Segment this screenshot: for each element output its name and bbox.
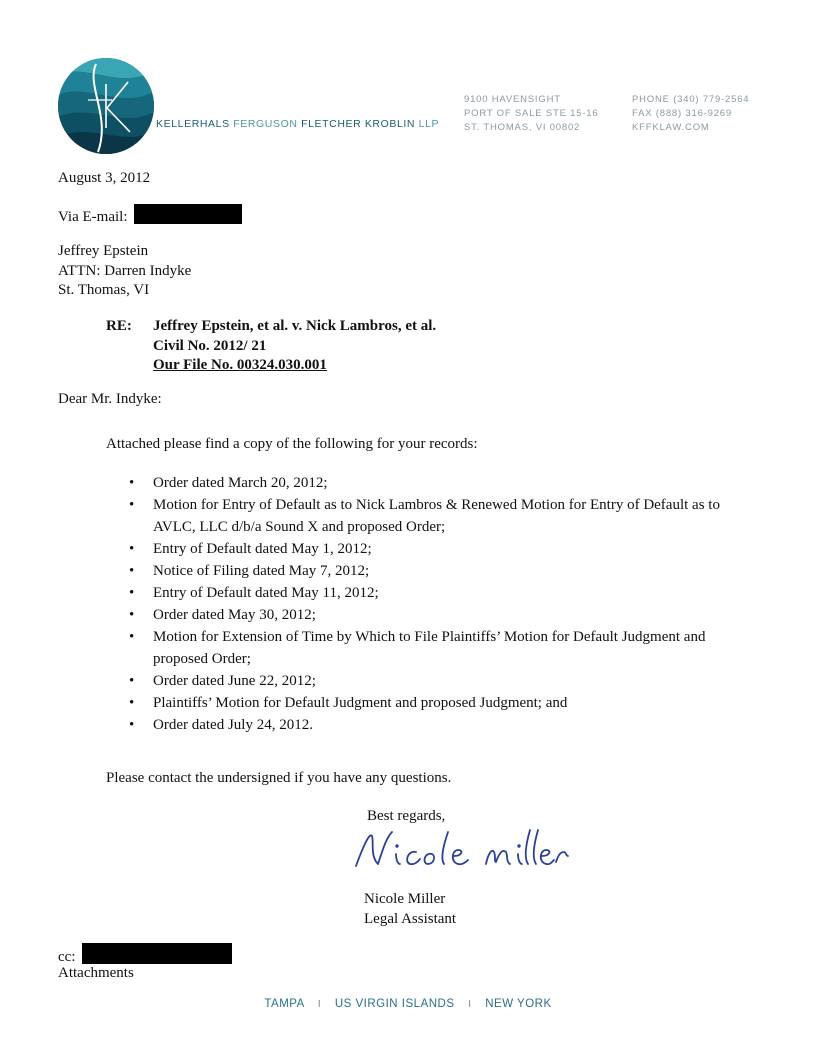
firm-name-part3: FLETCHER KROBLIN [301, 118, 416, 130]
via-email-label: Via E-mail: [58, 209, 128, 225]
firm-address [464, 93, 598, 135]
attachments-label: Attachments [58, 965, 134, 981]
intro-paragraph: Attached please find a copy of the following for your records: [106, 436, 478, 452]
closing-paragraph: Please contact the undersigned if you have any questions. [106, 770, 452, 786]
case-caption: Jeffrey Epstein, et al. v. Nick Lambros, et al. [153, 318, 437, 334]
signer-name: Nicole Miller [364, 891, 446, 907]
recipient-location: St. Thomas, VI [58, 282, 150, 298]
firm-name-part1: KELLERHALS [156, 118, 230, 130]
footer-city-tampa: TAMPA [264, 998, 305, 1010]
list-item-continuation-text: proposed Order; [153, 651, 251, 667]
firm-phone: PHONE (340) 779-2564 [632, 94, 750, 105]
civil-number: Civil No. 2012/ 21 [153, 337, 267, 354]
firm-name-part4: LLP [418, 118, 440, 130]
list-item: • Plaintiffs’ Motion for Default Judgment and proposed Judgment; and [153, 692, 773, 714]
firm-contact [632, 93, 749, 135]
recipient-name: Jeffrey Epstein [58, 243, 149, 259]
cc-label: cc: [58, 949, 76, 965]
firm-logo-icon [56, 56, 156, 156]
via-email-line [58, 204, 242, 228]
address-line-3: ST. THOMAS, VI 00802 [464, 122, 581, 133]
list-item: • Entry of Default dated May 1, 2012; [153, 538, 773, 560]
list-item: • Notice of Filing dated May 7, 2012; [153, 560, 773, 582]
address-line-1: 9100 HAVENSIGHT [464, 94, 561, 105]
best-regards: Best regards, [367, 808, 446, 824]
list-item-continuation [153, 648, 773, 670]
list-item: • Order dated July 24, 2012. [153, 714, 773, 736]
list-item-continuation [153, 516, 773, 538]
salutation: Dear Mr. Indyke: [58, 391, 162, 407]
firm-fax: FAX (888) 316-9269 [632, 108, 732, 119]
letter-date: August 3, 2012 [58, 170, 151, 186]
list-item: • Motion for Entry of Default as to Nick Lambros & Renewed Motion for Entry of Default as to [153, 494, 773, 516]
recipient-block [58, 242, 191, 301]
footer-separator: I [468, 999, 472, 1010]
list-item: • Order dated May 30, 2012; [153, 604, 773, 626]
address-line-2: PORT OF SALE STE 15-16 [464, 108, 599, 119]
redacted-cc [82, 943, 232, 964]
list-item: • Order dated June 22, 2012; [153, 670, 773, 692]
recipient-attn: ATTN: Darren Indyke [58, 262, 192, 279]
list-item-continuation-text: AVLC, LLC d/b/a Sound X and proposed Order; [153, 519, 446, 535]
firm-name [156, 118, 439, 132]
signer-block [364, 890, 456, 929]
firm-website: KFFKLAW.COM [632, 122, 710, 133]
re-block [153, 317, 436, 376]
list-item: • Entry of Default dated May 11, 2012; [153, 582, 773, 604]
signer-title: Legal Assistant [364, 910, 457, 927]
list-item: • Order dated March 20, 2012; [153, 472, 773, 494]
footer-city-new-york: NEW YORK [485, 998, 552, 1010]
firm-name-part2: FERGUSON [233, 118, 298, 130]
list-item: • Motion for Extension of Time by Which to File Plaintiffs’ Motion for Default Judgment and [153, 626, 773, 648]
footer-locations [0, 997, 816, 1012]
file-number: Our File No. 00324.030.001 [153, 357, 327, 373]
footer-separator: I [317, 999, 322, 1010]
attachment-list [153, 472, 773, 736]
re-label: RE: [106, 318, 132, 334]
footer-city-usvi: US VIRGIN ISLANDS [334, 998, 455, 1010]
redacted-email [134, 204, 242, 224]
signature-image [352, 826, 572, 876]
